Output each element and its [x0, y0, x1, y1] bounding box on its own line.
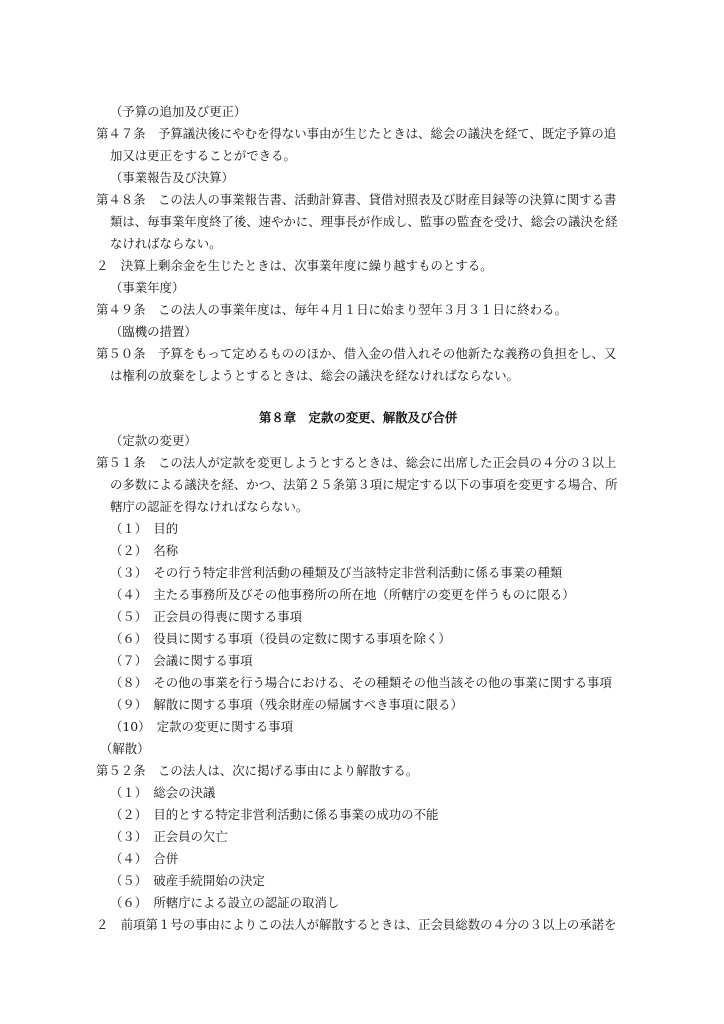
section-heading-amendment: （定款の変更） [110, 433, 197, 448]
article-48-paragraph-2: ２ 決算上剰余金を生じたときは、次事業年度に繰り越すものとする。 [96, 258, 493, 273]
article-51-item-7: （７） 会議に関する事項 [110, 653, 253, 668]
article-48-line-3: なければならない。 [110, 236, 222, 251]
article-51-item-1: （１） 目的 [110, 521, 179, 536]
article-52-paragraph-2: ２ 前項第１号の事由によりこの法人が解散するときは、正会員総数の４分の３以上の承諾を [96, 917, 617, 932]
article-52-item-6: （６） 所轄庁による設立の認証の取消し [110, 895, 340, 910]
article-51-item-5: （５） 正会員の得喪に関する事項 [110, 609, 303, 624]
section-heading-emergency-measures: （臨機の措置） [110, 324, 197, 339]
article-51-item-2: （２） 名称 [110, 543, 179, 558]
article-51-line-1: 第５１条 この法人が定款を変更しようとするときは、総会に出席した正会員の４分の３以上 [96, 455, 617, 470]
chapter-8-title: 第８章 定款の変更、解散及び合併 [259, 410, 458, 425]
article-51-line-3: 轄庁の認証を得なければならない。 [110, 499, 309, 514]
article-51-item-3: （３） その行う特定非営利活動の種類及び当該特定非営利活動に係る事業の種類 [110, 565, 563, 580]
article-50-line-2: は権利の放棄をしようとするときは、総会の議決を経なければならない。 [110, 368, 519, 383]
article-52-line-1: 第５２条 この法人は、次に掲げる事由により解散する。 [96, 763, 419, 778]
section-heading-report-settlement: （事業報告及び決算） [110, 170, 234, 185]
article-51-item-6: （６） 役員に関する事項（役員の定数に関する事項を除く） [110, 631, 451, 646]
article-51-item-9: （９） 解散に関する事項（残余財産の帰属すべき事項に限る） [110, 697, 463, 712]
article-52-item-3: （３） 正会員の欠亡 [110, 829, 228, 844]
article-50-line-1: 第５０条 予算をもって定めるもののほか、借入金の借入れその他新たな義務の負担をし、又 [96, 346, 617, 361]
article-47-line-2: 加又は更正をすることができる。 [110, 148, 296, 163]
section-heading-budget-revision: （予算の追加及び更正） [110, 104, 247, 119]
article-51-item-4: （４） 主たる事務所及びその他事務所の所在地（所轄庁の変更を伴うものに限る） [110, 587, 575, 602]
article-52-item-5: （５） 破産手続開始の決定 [110, 873, 265, 888]
article-52-item-4: （４） 合併 [110, 851, 179, 866]
section-heading-dissolution: （解散） [100, 741, 150, 756]
section-heading-business-year: （事業年度） [110, 280, 185, 295]
article-52-item-2: （２） 目的とする特定非営利活動に係る事業の成功の不能 [110, 807, 439, 822]
article-49-line-1: 第４９条 この法人の事業年度は、毎年４月１日に始まり翌年３月３１日に終わる。 [96, 302, 567, 317]
article-48-line-2: 類は、毎事業年度終了後、速やかに、理事長が作成し、監事の監査を受け、総会の議決を経 [110, 214, 618, 229]
article-47-line-1: 第４７条 予算議決後にやむを得ない事由が生じたときは、総会の議決を経て、既定予算の追 [96, 126, 617, 141]
article-51-item-8: （８） その他の事業を行う場合における、その種類その他当該その他の事業に関する事項 [110, 675, 612, 690]
article-52-item-1: （１） 総会の決議 [110, 785, 216, 800]
article-48-line-1: 第４８条 この法人の事業報告書、活動計算書、貸借対照表及び財産目録等の決算に関する書 [96, 192, 617, 207]
article-51-item-10: （10） 定款の変更に関する事項 [110, 719, 294, 734]
article-51-line-2: の多数による議決を経、かつ、法第２５条第３項に規定する以下の事項を変更する場合、所 [110, 477, 618, 492]
